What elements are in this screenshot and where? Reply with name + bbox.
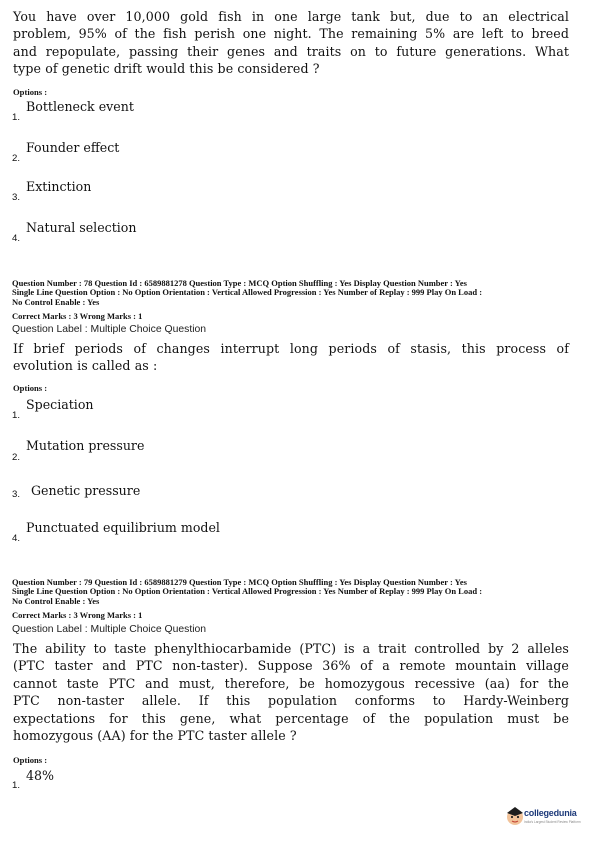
question-text-line: (PTC taster and PTC non-taster). Suppose 36% of a remote mountain village (13, 658, 569, 674)
option-4-number: 4. (12, 533, 21, 544)
option-2-number: 2. (12, 153, 21, 164)
question-79-text (13, 640, 569, 744)
question-79-marks: Correct Marks : 3 Wrong Marks : 1 (12, 610, 143, 620)
meta-line: Question Number : 78 Question Id : 6589881278 Question Type : MCQ Option Shuffling : Yes Display Question Number : Yes (12, 278, 467, 288)
question-text-line: type of genetic drift would this be considered ? (13, 61, 320, 77)
question-text-line: and repopulate, passing their genes and traits on to future generations. What (13, 43, 569, 59)
meta-line: No Control Enable : Yes (12, 595, 100, 606)
question-text-line: cannot taste PTC and must, therefore, be homozygous recessive (aa) for the (13, 675, 569, 691)
option-1-text: 48% (26, 768, 54, 783)
option-4-number: 4. (12, 233, 21, 244)
question-text-line: evolution is called as : (13, 358, 158, 374)
question-text-line: If brief periods of changes interrupt long periods of stasis, this process of (13, 341, 569, 356)
meta-line: No Control Enable : Yes (12, 296, 100, 307)
question-text-line: PTC non-taster allele. If this population conforms to Hardy-Weinberg (13, 693, 569, 709)
mascot-eye-icon (511, 816, 513, 818)
mascot-eye-icon (517, 816, 519, 818)
question-text-line: expectations for this gene, what percentage of the population must be (13, 710, 569, 726)
meta-line: Single Line Question Option : No Option Orientation : Vertical Allowed Progression : Yes Number of Replay : 999 Play On Load : (12, 287, 483, 298)
option-2-text: Mutation pressure (26, 438, 145, 453)
question-text-line: problem, 95% of the fish perish one night. The remaining 5% are left to breed (13, 26, 569, 42)
question-78-text (13, 340, 569, 375)
options-label: Options : (13, 87, 48, 97)
option-4-text: Punctuated equilibrium model (26, 520, 220, 535)
option-1-number: 1. (12, 112, 21, 123)
option-3-text: Genetic pressure (31, 483, 141, 498)
option-1-text: Bottleneck event (26, 99, 134, 114)
question-77-text (13, 8, 569, 78)
option-1-number: 1. (12, 410, 21, 421)
question-78-meta (12, 279, 584, 307)
option-3-number: 3. (12, 192, 21, 203)
question-79-meta (12, 578, 584, 606)
question-78-label: Question Label : Multiple Choice Question (12, 324, 207, 335)
logo-tagline: India's Largest Student Review Platform (524, 820, 581, 824)
question-text-line: homozygous (AA) for the PTC taster allele ? (13, 728, 297, 744)
question-text-line: The ability to taste phenylthiocarbamide (PTC) is a trait controlled by 2 alleles (13, 641, 569, 656)
question-79-label: Question Label : Multiple Choice Question (12, 624, 207, 635)
option-1-text: Speciation (26, 397, 94, 412)
option-4-text: Natural selection (26, 220, 137, 235)
option-2-text: Founder effect (26, 140, 120, 155)
options-label: Options : (13, 383, 48, 393)
options-label: Options : (13, 755, 48, 765)
meta-line: Question Number : 79 Question Id : 6589881279 Question Type : MCQ Option Shuffling : Yes Display Question Number : Yes (12, 577, 467, 587)
question-78-marks: Correct Marks : 3 Wrong Marks : 1 (12, 311, 143, 321)
question-text-line: You have over 10,000 gold fish in one large tank but, due to an electrical (13, 9, 569, 24)
option-1-number: 1. (12, 780, 21, 791)
option-2-number: 2. (12, 452, 21, 463)
option-3-text: Extinction (26, 179, 92, 194)
meta-line: Single Line Question Option : No Option Orientation : Vertical Allowed Progression : Yes Number of Replay : 999 Play On Load : (12, 586, 483, 597)
option-3-number: 3. (12, 489, 21, 500)
logo-wordmark: collegedunia (524, 808, 577, 818)
